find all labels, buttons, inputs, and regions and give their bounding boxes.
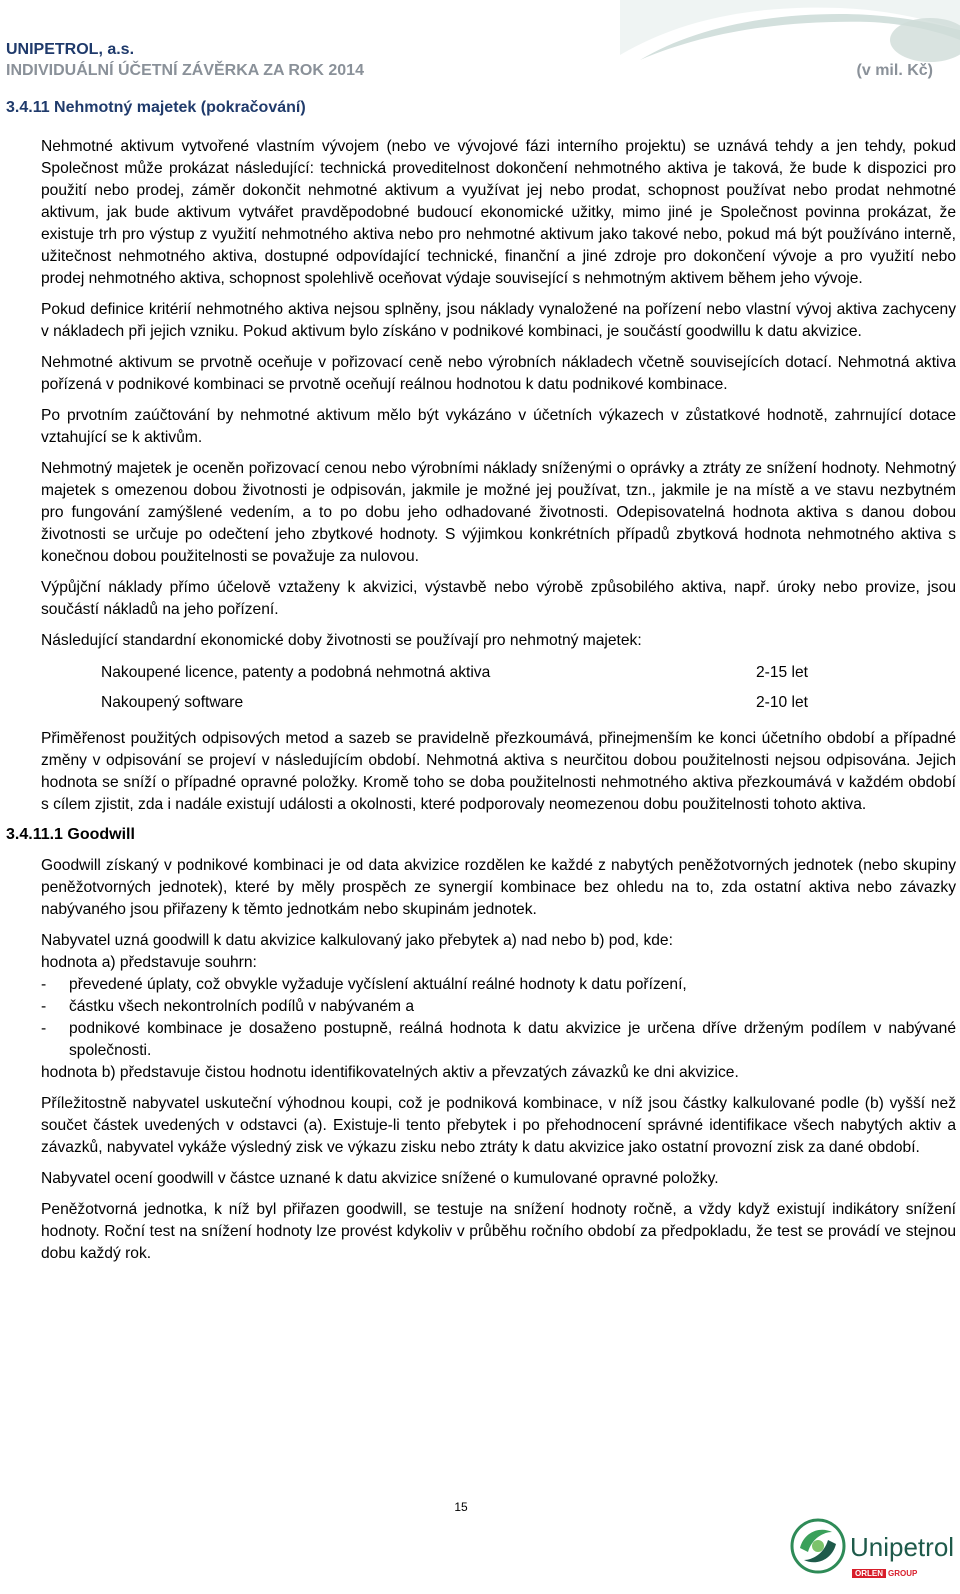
paragraph-review: Přiměřenost použitých odpisových metod a sazeb se pravidelně přezkoumává, přinejmenším ke konci účetního období a případné změny v odpisování se projeví v následujícím období. Nehmotná aktiva s neurčitou dobou použitelnosti nejsou odpisována. Jejich hodnota se sníží o případné opravné položky. Kromě toho se doba použitelnosti nehmotného aktiva přezkoumává v každém období s cílem zjistit, zda i nadále existují události a okolnosti, které podporovaly neomezenou dobu použitelnosti tohoto aktiva. — [41, 730, 956, 813]
paragraph-value-a: hodnota a) představuje souhrn: — [41, 954, 257, 971]
useful-life-years: 2-15 let — [756, 664, 809, 681]
list-item — [41, 974, 956, 996]
list-item-text: částku všech nekontrolních podílů v nabývaném a — [69, 998, 414, 1015]
section-title: 3.4.11 Nehmotný majetek (pokračování) — [6, 99, 306, 116]
goodwill-title: 3.4.11.1 Goodwill — [6, 826, 135, 843]
unipetrol-logo — [790, 1518, 955, 1588]
paragraph-bargain-purchase: Příležitostně nabyvatel uskuteční výhodnou koupi, což je podniková kombinace, v níž jsou částky kalkulované podle (b) vyšší než součet částek uvedených v odstavci (a). Existuje-li tento přebytek i po přehodnocení správné identifikace všech nabytých aktiv a závazků, nabyvatel vykáže výsledný zisk ve výkazu zisku nebo ztráty k datu akvizice jako ostatní provozní zisk za dané období. — [41, 1095, 956, 1156]
document-subtitle: INDIVIDUÁLNÍ ÚČETNÍ ZÁVĚRKA ZA ROK 2014 — [6, 62, 364, 79]
value-a-list — [41, 974, 956, 1062]
table-row — [101, 688, 808, 718]
list-item-text: podnikové kombinace je dosaženo postupně, reálná hodnota k datu akvizice je určena dříve drženým podílem v nabývané společnosti. — [69, 1020, 956, 1059]
useful-life-item: Nakoupený software — [101, 694, 244, 711]
paragraph-borrowing-costs: Výpůjční náklady přímo účelově vztaženy k akvizici, výstavbě nebo výrobě způsobilého aktiva, např. úroky nebo provize, jsou součástí nákladů na jeho pořízení. — [41, 579, 956, 618]
orlen-group-badge — [852, 1567, 917, 1579]
logo-wordmark: Unipetrol — [850, 1532, 955, 1562]
dash-bullet: - — [41, 1020, 47, 1037]
list-item — [41, 996, 956, 1018]
paragraph-goodwill-allocation: Goodwill získaný v podnikové kombinaci je od data akvizice rozdělen ke každé z nabytých peněžotvorných jednotek (nebo skupiny peněžotvorných jednotek), které by měly prospěch ze synergií kombinace bez ohledu na to, zda ostatní aktiva nebo závazky nabývaného jsou přiřazeny k těmto jednotkám nebo skupinám jednotek. — [41, 857, 956, 918]
useful-life-years: 2-10 let — [756, 694, 809, 711]
group-label: GROUP — [888, 1568, 918, 1578]
document-body — [6, 136, 956, 1274]
units-label: (v mil. Kč) — [856, 62, 933, 79]
paragraph-goodwill-measurement: Nabyvatel ocení goodwill v částce uznané k datu akvizice snížené o kumulované opravné položky. — [41, 1170, 719, 1187]
paragraph-after-recognition: Po prvotním zaúčtování by nehmotné aktivum mělo být vykázáno v účetních výkazech v zůstatkové hodnotě, zahrnující dotace vztahující se k aktivům. — [41, 407, 956, 446]
paragraph-criteria-not-met: Pokud definice kritérií nehmotného aktiva nejsou splněny, jsou náklady vynaložené na pořízení nebo vlastní vývoj aktiva zachyceny v nákladech při jejich vzniku. Pokud aktivum bylo získáno v podnikové kombinaci, je součástí goodwillu k datu akvizice. — [41, 301, 956, 340]
paragraph-internal-development: Nehmotné aktivum vytvořené vlastním vývojem (nebo ve vývojové fázi interního projektu) se uznává tehdy a jen tehdy, pokud Společnost může prokázat následující: technická proveditelnost dokončení nehmotného aktiva je taková, že bude k dispozici pro použití nebo prodej, záměr dokončit nehmotné aktivum a využívat jej nebo prodat, schopnost používat nebo prodat nehmotné aktivum, jak bude aktivum vytvářet pravděpodobné budoucí ekonomické užitky, mimo jiné je Společnost povinna prokázat, že existuje trh pro výstup z využití nehmotného aktiva nebo pro nehmotné aktivum jako takové nebo, pokud má být používáno interně, užitečnost nehmotného aktiva, dostupné odpovídající technické, finanční a jiné zdroje pro dokončení vývoje a pro využití nebo prodej nehmotného aktiva, schopnost spolehlivě oceňovat výdaje související s nehmotným aktivem během jeho vývoje. — [41, 138, 956, 287]
paragraph-initial-measurement: Nehmotné aktivum se prvotně oceňuje v pořizovací ceně nebo výrobních nákladech včetně souvisejících dotací. Nehmotná aktiva pořízená v podnikové kombinaci se prvotně oceňují reálnou hodnotou k datu podnikové kombinace. — [41, 354, 956, 393]
list-item-text: převedené úplaty, což obvykle vyžaduje vyčíslení aktuální reálné hodnoty k datu pořízení, — [69, 976, 687, 993]
dash-bullet: - — [41, 976, 47, 993]
dash-bullet: - — [41, 998, 47, 1015]
paragraph-useful-lives-intro: Následující standardní ekonomické doby životnosti se používají pro nehmotný majetek: — [41, 632, 642, 649]
orlen-label: ORLEN — [852, 1569, 886, 1578]
paragraph-value-b: hodnota b) představuje čistou hodnotu identifikovatelných aktiv a převzatých závazků ke dni akvizice. — [41, 1064, 739, 1081]
paragraph-amortisation: Nehmotný majetek je oceněn pořizovací cenou nebo výrobními náklady sníženými o oprávky a ztráty ze snížení hodnoty. Nehmotný majetek s omezenou dobou životnosti je odpisován, jakmile je možné jej používat, tzn., jakmile je na místě a ve stavu nezbytném pro fungování zamýšlené vedením, a to po dobu jeho odhadované životnosti. Odepisovatelná hodnota aktiva s danou dobou životnosti se určuje po odečtení jeho zbytkové hodnoty. S výjimkou konkrétních případů zbytková hodnota nehmotného aktiva s konečnou dobou použitelnosti se považuje za nulovou. — [41, 460, 956, 565]
table-row — [101, 658, 808, 688]
page-number: 15 — [454, 1500, 468, 1514]
useful-lives-table — [101, 658, 808, 718]
useful-life-item: Nakoupené licence, patenty a podobná nehmotná aktiva — [101, 664, 491, 681]
paragraph-impairment-test: Peněžotvorná jednotka, k níž byl přiřazen goodwill, se testuje na snížení hodnoty ročně, a vždy když existují indikátory snížení hodnoty. Roční test na snížení hodnoty lze provést kdykoliv v průběhu ročního období za předpokladu, že test se provádí ve stejnou dobu každý rok. — [41, 1201, 956, 1262]
list-item — [41, 1018, 956, 1062]
paragraph-goodwill-recognition: Nabyvatel uzná goodwill k datu akvizice kalkulovaný jako přebytek a) nad nebo b) pod, kde: — [41, 932, 673, 949]
company-name: UNIPETROL, a.s. — [6, 41, 135, 58]
unipetrol-logo-icon — [790, 1518, 846, 1574]
